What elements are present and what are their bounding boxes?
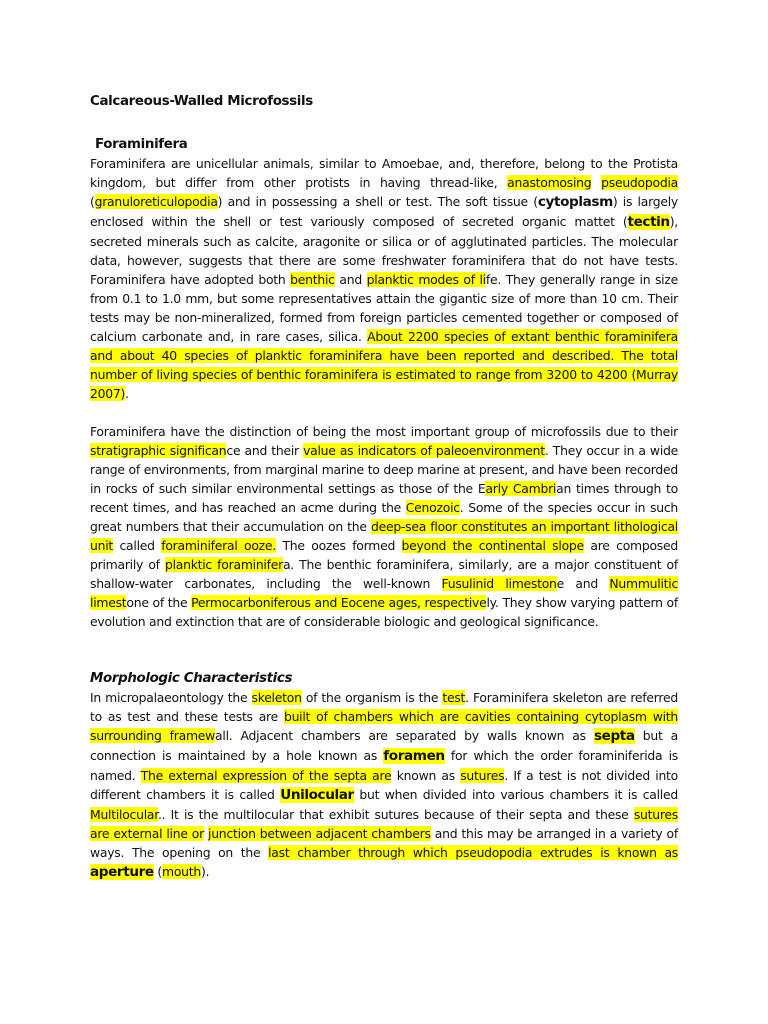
highlighted-text: pseudopodia — [601, 175, 678, 190]
highlighted-text: foramen — [383, 748, 445, 764]
highlighted-text: granuloreticulopodia — [94, 194, 218, 209]
highlighted-text: sutures are external line or — [90, 807, 678, 841]
highlighted-text: value as indicators of paleoenvironment — [303, 443, 545, 458]
highlighted-text: built of chambers which are cavities containing cytoplasm with surrounding framew — [90, 709, 678, 743]
paragraph-importance: Foraminifera have the distinction of being the most important group of microfossils due to their stratigraphic significance and their value as indicators of paleoenvironment. They occur in a wide range of environments, from marginal marine to deep marine at present, and have been recorded in rocks of such similar environmental settings as those of the Early Cambrian times through to recent times, and has reached an acme during the Cenozoic. Some of the species occur in such great numbers that their accumulation on the deep-sea floor constitutes an important lithological unit called foraminiferal ooze. The oozes formed beyond the continental slope are composed primarily of planktic foraminifera. The benthic foraminifera, similarly, are a major constituent of shallow-water carbonates, including the well-known Fusulinid limestone and Nummulitic limestone of the Permocarboniferous and Eocene ages, respectively. They show varying pattern of evolution and extinction that are of considerable biologic and geological significance. — [90, 424, 679, 629]
highlighted-text: Nummulitic limest — [90, 576, 679, 610]
section-heading-foraminifera: Foraminifera — [95, 137, 188, 152]
highlighted-text: anastomosing — [507, 175, 592, 190]
highlighted-text: Unilocular — [280, 787, 354, 803]
highlighted-text: last chamber through which pseudopodia extrudes is known as — [268, 845, 678, 860]
highlighted-text: Cenozoic — [405, 500, 460, 515]
highlighted-text: About 2200 species of extant benthic foraminifera and about 40 species of planktic foraminifera have been reported and described. The total number of living species of benthic foraminifera is estimated to range from 3200 to 4200 (Murray 2007) — [90, 329, 678, 401]
highlighted-text: planktic modes of li — [366, 272, 486, 287]
highlighted-text: skeleton — [251, 690, 302, 705]
highlighted-text: Fusulinid limeston — [441, 576, 557, 591]
highlighted-text: junction between adjacent chambers — [208, 826, 431, 841]
document-page — [90, 93, 678, 882]
highlighted-text: Permocarboniferous and Eocene ages, respective — [191, 595, 487, 610]
section-heading-morphology: Morphologic Characteristics — [90, 671, 293, 686]
document-title: Calcareous-Walled Microfossils — [90, 94, 313, 109]
highlighted-text: beyond the continental slope — [401, 538, 584, 553]
highlighted-text: stratigraphic significan — [90, 443, 227, 458]
bold-term: cytoplasm — [537, 194, 613, 210]
highlighted-text: benthic — [290, 272, 335, 287]
highlighted-text: foraminiferal ooze. — [161, 538, 276, 553]
paragraph-morphology: In micropalaeontology the skeleton of the organism is the test. Foraminifera skeleton are referred to as test and these tests are built of chambers which are cavities containing cytoplasm with surrounding framewall. Adjacent chambers are separated by walls known as septa but a connection is maintained by a hole known as foramen for which the order foraminiferida is named. The external expression of the septa are known as sutures. If a test is not divided into different chambers it is called Unilocular but when divided into various chambers it is called Multilocular.. It is the multilocular that exhibit sutures because of their septa and these sutures are external line or junction between adjacent chambers and this may be arranged in a variety of ways. The opening on the last chamber through which pseudopodia extrudes is known as aperture (mouth). — [90, 690, 679, 880]
highlighted-text: The external expression of the septa are — [140, 768, 392, 783]
highlighted-text: septa — [593, 728, 635, 744]
highlighted-text: test — [442, 690, 466, 705]
highlighted-text: sutures — [460, 768, 505, 783]
highlighted-text: planktic foraminifer — [164, 557, 283, 572]
highlighted-text: tectin — [627, 214, 670, 230]
highlighted-text: aperture — [90, 864, 154, 880]
highlighted-text: deep-sea floor constitutes an important lithological unit — [90, 519, 678, 553]
highlighted-text: arly Cambri — [485, 481, 557, 496]
paragraph-intro: Foraminifera are unicellular animals, similar to Amoebae, and, therefore, belong to the Protista kingdom, but differ from other protists in having thread-like, anastomosing pseudopodia (granuloreticulopodia) and in possessing a shell or test. The soft tissue (cytoplasm) is largely enclosed within the shell or test variously composed of secreted organic mattet (tectin), secreted minerals such as calcite, aragonite or silica or of agglutinated particles. The molecular data, however, suggests that there are some freshwater foraminifera that do not have tests. Foraminifera have adopted both benthic and planktic modes of life. They generally range in size from 0.1 to 1.0 mm, but some representatives attain the gigantic size of more than 10 cm. Their tests may be non-mineralized, formed from foreign particles cemented together or composed of calcium carbonate and, in rare cases, silica. About 2200 species of extant benthic foraminifera and about 40 species of planktic foraminifera have been reported and described. The total number of living species of benthic foraminifera is estimated to range from 3200 to 4200 (Murray 2007). — [90, 156, 678, 401]
highlighted-text: mouth — [162, 864, 201, 879]
highlighted-text: Multilocular — [90, 807, 158, 822]
